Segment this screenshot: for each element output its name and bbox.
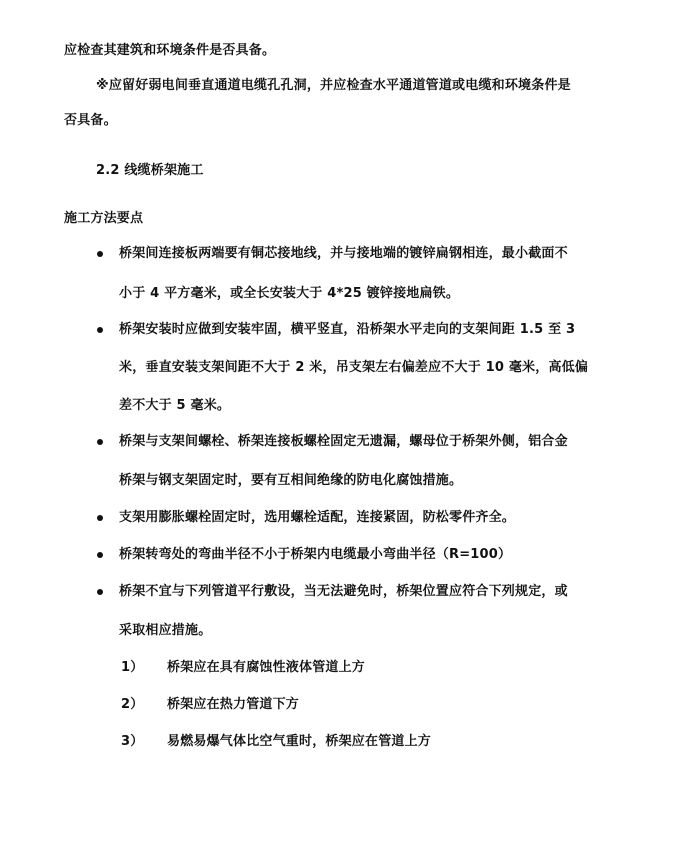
bullet-text: 桥架与支架间螺栓、桥架连接板螺栓固定无遗漏，螺母位于桥架外侧，铝合金 [119, 434, 568, 449]
bullet-dot [97, 327, 103, 333]
note-line-continued: 否具备。 [64, 113, 117, 128]
bullet-text: 桥架间连接板两端要有铜芯接地线，并与接地端的镀锌扁钢相连，最小截面不 [119, 246, 568, 261]
bullet-text: 小于 4 平方毫米，或全长安装大于 4*25 镀锌接地扁铁。 [119, 286, 460, 301]
note-line: ※应留好弱电间垂直通道电缆孔孔洞，并应检查水平通道管道或电缆和环境条件是 [96, 78, 571, 93]
intro-line: 应检查其建筑和环境条件是否具备。 [64, 43, 276, 58]
numbered-item-number: 1） [121, 660, 144, 675]
bullet-text: 桥架不宜与下列管道平行敷设，当无法避免时，桥架位置应符合下列规定，或 [119, 584, 568, 599]
bullet-dot [97, 251, 103, 257]
numbered-item-text: 桥架应在热力管道下方 [167, 697, 300, 712]
bullet-text: 支架用膨胀螺栓固定时，选用螺栓适配，连接紧固，防松零件齐全。 [119, 510, 516, 525]
bullet-dot [97, 439, 103, 445]
subheading: 施工方法要点 [64, 211, 144, 226]
numbered-item-number: 3） [121, 734, 144, 749]
bullet-text: 桥架与钢支架固定时，要有互相间绝缘的防电化腐蚀措施。 [119, 473, 463, 488]
bullet-text: 米，垂直安装支架间距不大于 2 米，吊支架左右偏差应不大于 10 毫米，高低偏 [119, 360, 589, 375]
bullet-dot [97, 515, 103, 521]
section-heading: 2.2 线缆桥架施工 [96, 163, 204, 178]
bullet-text: 桥架安装时应做到安装牢固，横平竖直，沿桥架水平走向的支架间距 1.5 至 3 [119, 322, 576, 337]
numbered-item-text: 易燃易爆气体比空气重时，桥架应在管道上方 [167, 734, 432, 749]
numbered-item-text: 桥架应在具有腐蚀性液体管道上方 [167, 660, 366, 675]
numbered-item-number: 2） [121, 697, 144, 712]
bullet-dot [97, 552, 103, 558]
bullet-dot [97, 589, 103, 595]
bullet-text: 桥架转弯处的弯曲半径不小于桥架内电缆最小弯曲半径（R=100） [119, 547, 512, 562]
bullet-text: 差不大于 5 毫米。 [119, 398, 231, 413]
bullet-text: 采取相应措施。 [119, 623, 212, 638]
